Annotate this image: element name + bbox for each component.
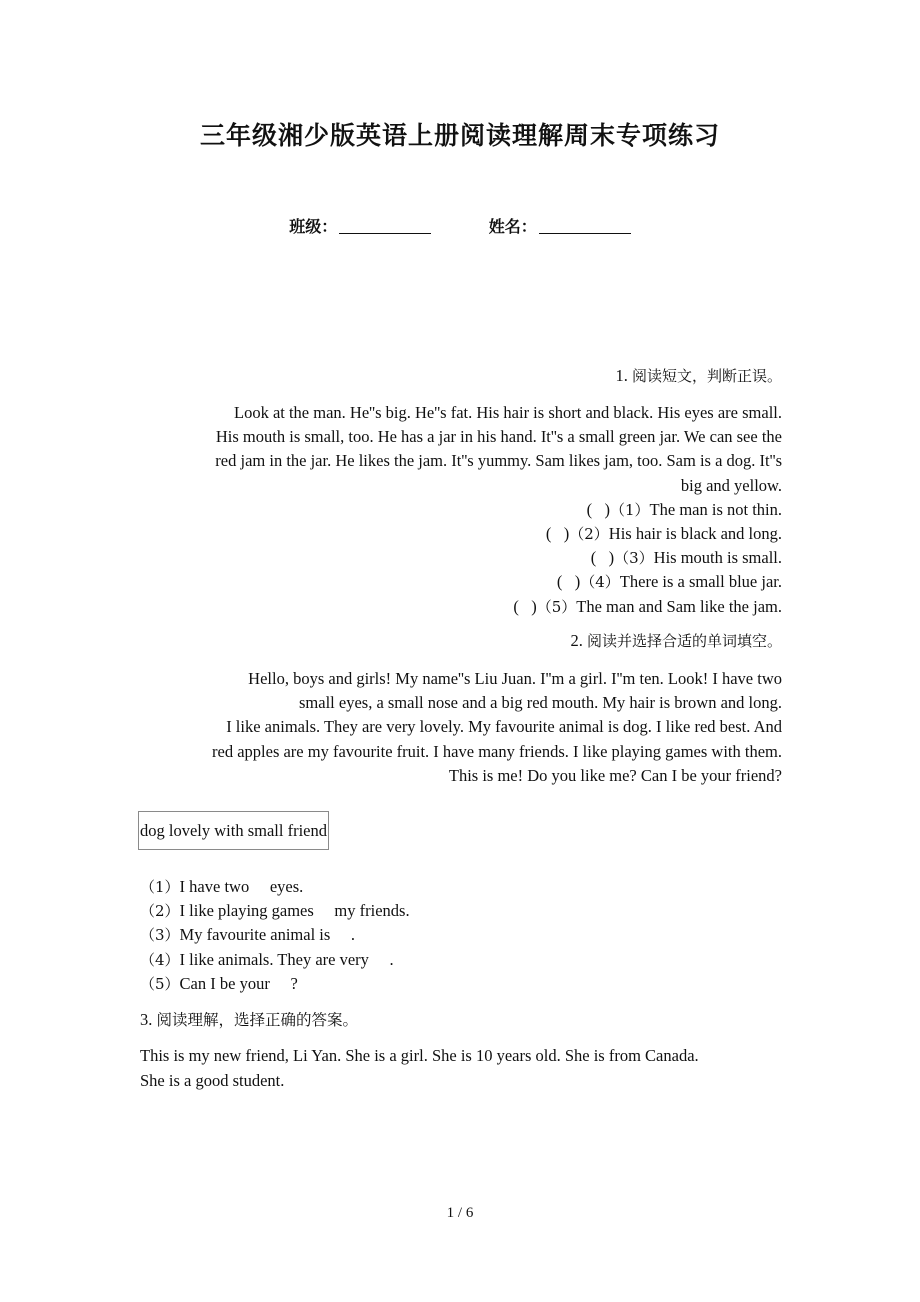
passage-line: big and yellow. [680,475,782,495]
document-title: 三年级湘少版英语上册阅读理解周末专项练习 [199,121,720,150]
question-text: His hair is black and long. [608,524,782,544]
class-field [289,214,431,237]
passage-line: Hello, boys and girls! My name''s Liu Juan. I''m a girl. I''m ten. Look! I have two [248,669,782,688]
item-number: （1） [140,878,180,896]
section3-heading-number: 3. [140,1010,157,1029]
section1-heading-number: 1. [615,366,632,385]
section2-heading-text: 阅读并选择合适的单词填空。 [586,632,782,650]
name-label: 姓名： [488,217,537,236]
section1-passage [130,401,782,619]
word-bank-box: dog lovely with small friend [138,811,329,850]
passage-line: small eyes, a small nose and a big red mouth. My hair is brown and long. [299,693,782,713]
answer-blank[interactable]: ( ) [586,499,610,519]
passage-line: This is me! Do you like me? Can I be your friend? [448,765,782,785]
section3-passage [140,1044,800,1093]
answer-blank[interactable]: ( ) [513,596,537,616]
question-number: （2） [569,525,609,544]
passage-line: red jam in the jar. He likes the jam. It''s yummy. Sam likes jam, too. Sam is a dog. It''s [215,451,782,471]
item-text: I have two eyes. [179,877,304,896]
section3-heading [140,1008,358,1030]
fill-in-item [140,875,410,899]
section2-heading-number: 2. [570,631,587,650]
question-number: （5） [536,597,577,616]
section2-heading [130,629,782,653]
item-text: Can I be your ? [179,973,298,993]
item-text: I like animals. They are very . [179,949,394,969]
question-text: The man and Sam like the jam. [576,596,782,616]
passage-line: red apples are my favourite fruit. I have many friends. I like playing games with them. [212,741,782,761]
class-blank[interactable] [339,217,431,234]
fill-in-item [140,948,410,972]
fill-in-item [140,923,410,947]
passage-line: She is a good student. [140,1070,285,1090]
page-indicator: 1 / 6 [446,1205,474,1221]
true-false-question [130,546,782,570]
passage-line: His mouth is small, too. He has a jar in his hand. It''s a small green jar. We can see the [215,427,782,447]
question-text: The man is not thin. [649,499,782,519]
item-number: （3） [140,926,180,945]
question-text: His mouth is small. [653,548,782,568]
true-false-question [130,570,782,594]
fill-in-item [140,899,410,923]
section1-heading-text: 阅读短文，判断正误。 [631,367,782,385]
item-text: My favourite animal is . [179,925,356,945]
name-field [489,214,631,237]
section1-heading [130,364,782,388]
true-false-question [130,498,782,522]
section3-heading-text: 阅读理解，选择正确的答案。 [156,1011,359,1029]
question-number: （3） [614,549,654,568]
fill-in-item [140,972,410,996]
question-text: There is a small blue jar. [619,572,782,592]
item-number: （4） [140,950,180,969]
section2-passage [130,667,782,788]
name-blank[interactable] [539,217,631,234]
passage-line: I like animals. They are very lovely. My favourite animal is dog. I like red best. And [226,717,782,737]
class-label: 班级： [289,217,338,236]
answer-blank[interactable]: ( ) [545,524,570,544]
item-text: I like playing games my friends. [179,901,410,921]
item-number: （2） [140,902,180,921]
student-info-row [0,214,920,237]
question-number: （4） [580,573,620,592]
true-false-question [130,522,782,546]
passage-line: Look at the man. He''s big. He''s fat. His hair is short and black. His eyes are small. [233,403,782,422]
passage-line: This is my new friend, Li Yan. She is a girl. She is 10 years old. She is from Canada. [140,1046,699,1065]
fill-in-blank-list [140,875,410,996]
true-false-question [130,595,782,619]
item-number: （5） [140,974,180,993]
answer-blank[interactable]: ( ) [590,548,615,568]
answer-blank[interactable]: ( ) [556,572,581,592]
question-number: （1） [610,500,650,519]
